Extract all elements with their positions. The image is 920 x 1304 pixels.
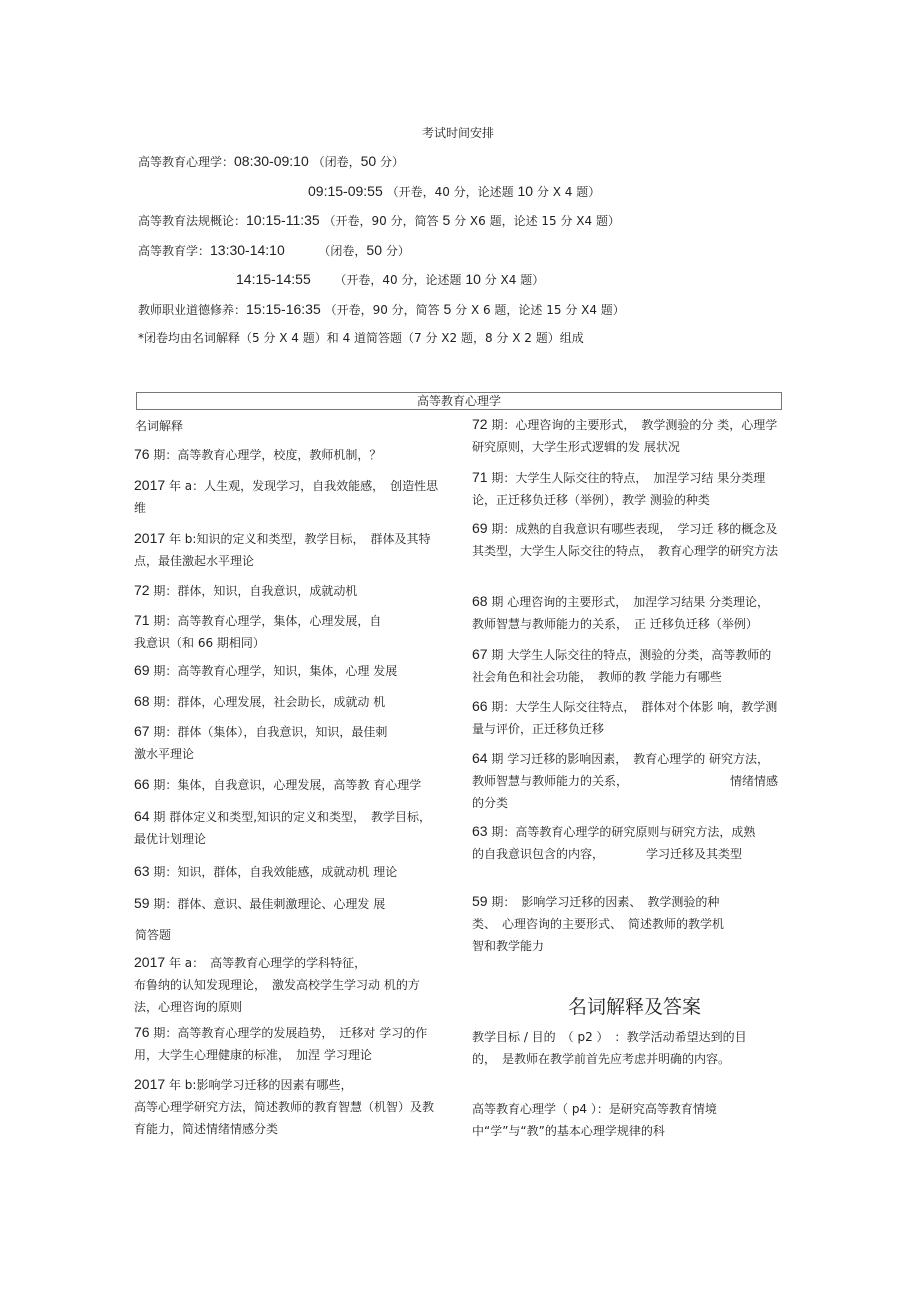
list-item: 76 期：高等教育心理学的发展趋势， 迁移对 学习的作用，大学生心理健康的标准， 加涅 学习理论: [134, 1024, 428, 1062]
list-item: 69 期：成熟的自我意识有哪些表现， 学习迁 移的概念及其类型，大学生人际交往的特点， 教育心理学的研究方法: [472, 520, 779, 558]
list-item: 2017 年 b:影响学习迁移的因素有哪些， 高等心理学研究方法，简述教师的教育智慧（机智）及教育能力，简述情绪情感分类: [134, 1076, 443, 1136]
list-item: 72 期：群体，知识，自我意识，成就动机: [134, 582, 358, 598]
list-item: 68 期：群体，心理发展，社会助长，成就动 机: [134, 693, 386, 709]
schedule-row: 高等教育法规概论：10:15-11:35 （开卷，90 分，简答 5 分 X6 题，论述 15 分 X4 题）: [138, 212, 620, 228]
list-item: 64 期 学习迁移的影响因素， 教育心理学的 研究方法，教师智慧与教师能力的关系， 情绪情感的分类: [472, 750, 779, 810]
schedule-row: 高等教育心理学：08:30-09:10 （闭卷，50 分）: [138, 153, 405, 169]
list-item: 2017 年 b:知识的定义和类型，教学目标， 群体及其特点，最佳激起水平理论: [134, 530, 431, 568]
answer-item: 高等教育心理学（ p4 ）：是研究高等教育情境中“学”与“教”的基本心理学规律的科: [472, 1102, 717, 1138]
answers-heading: 名词解释及答案: [568, 996, 702, 1018]
short-answer-label: 简答题: [135, 928, 172, 942]
list-item: 76 期：高等教育心理学，校度，教师机制，？: [134, 446, 382, 462]
schedule-row: 教师职业道德修养：15:15-16:35 （开卷，90 分，简答 5 分 X 6 题，论述 15 分 X4 题）: [138, 301, 625, 317]
list-item: 68 期 心理咨询的主要形式， 加涅学习结果 分类理论，教师智慧与教师能力的关系， 正 迁移负迁移（举例）: [472, 593, 770, 631]
list-item: 71 期：大学生人际交往的特点， 加涅学习结 果分类理论，正迁移负迁移（举例），教学 测验的种类: [472, 469, 766, 507]
list-item: 2017 年 a： 高等教育心理学的学科特征， 布鲁纳的认知发现理论， 激发高校学生学习动 机的方法，心理咨询的原则: [134, 954, 433, 1014]
list-item: 64 期 群体定义和类型,知识的定义和类型， 教学目标，最优计划理论: [134, 808, 432, 846]
list-item: 59 期：群体、意识、最佳刺激理论、心理发 展: [134, 895, 386, 911]
list-item: 67 期：群体（集体），自我意识，知识，最佳刺激水平理论: [134, 723, 388, 761]
schedule-row: 14:15-14:55 （开卷，40 分，论述题 10 分 X4 题）: [236, 271, 545, 287]
list-item: 63 期：知识，群体，自我效能感，成就动机 理论: [134, 863, 398, 879]
section-title: 高等教育心理学: [136, 392, 782, 410]
list-item: 71 期：高等教育心理学，集体，心理发展，自我意识（和 66 期相同）: [134, 612, 382, 650]
list-item: 66 期：集体，自我意识，心理发展，高等教 育心理学: [134, 776, 422, 792]
schedule-row: 09:15-09:55 （开卷，40 分，论述题 10 分 X 4 题）: [308, 183, 601, 199]
list-item: 2017 年 a：人生观，发现学习，自我效能感， 创造性思维: [134, 477, 439, 515]
answer-item: 教学目标 / 目的 （ p2 ） ：教学活动希望达到的目的， 是教师在教学前首先应考虑并明确的内容。: [472, 1030, 747, 1066]
list-item: 67 期 大学生人际交往的特点，测验的分类，高等教师的社会角色和社会功能， 教师的教 学能力有哪些: [472, 646, 772, 684]
list-item: 69 期：高等教育心理学，知识，集体，心理 发展: [134, 662, 398, 678]
terms-label: 名词解释: [135, 419, 184, 433]
schedule-note: *闭卷均由名词解释（5 分 X 4 题）和 4 道简答题（7 分 X2 题，8 分 X 2 题）组成: [138, 331, 584, 345]
schedule-row: 高等教育学：13:30-14:10 （闭卷，50 分）: [138, 242, 410, 258]
list-item: 63 期：高等教育心理学的研究原则与研究方法，成熟的自我意识包含的内容， 学习迁移及其类型: [472, 823, 756, 861]
schedule-title: 考试时间安排: [422, 126, 495, 140]
list-item: 59 期： 影响学习迁移的因素、 教学测验的种类、 心理咨询的主要形式、 简述教师的教学机智和教学能力: [472, 893, 725, 953]
list-item: 66 期：大学生人际交往特点， 群体对个体影 响，教学测量与评价，正迁移负迁移: [472, 698, 778, 736]
list-item: 72 期：心理咨询的主要形式， 教学测验的分 类，心理学研究原则，大学生形式逻辑的发 展状况: [472, 416, 778, 454]
